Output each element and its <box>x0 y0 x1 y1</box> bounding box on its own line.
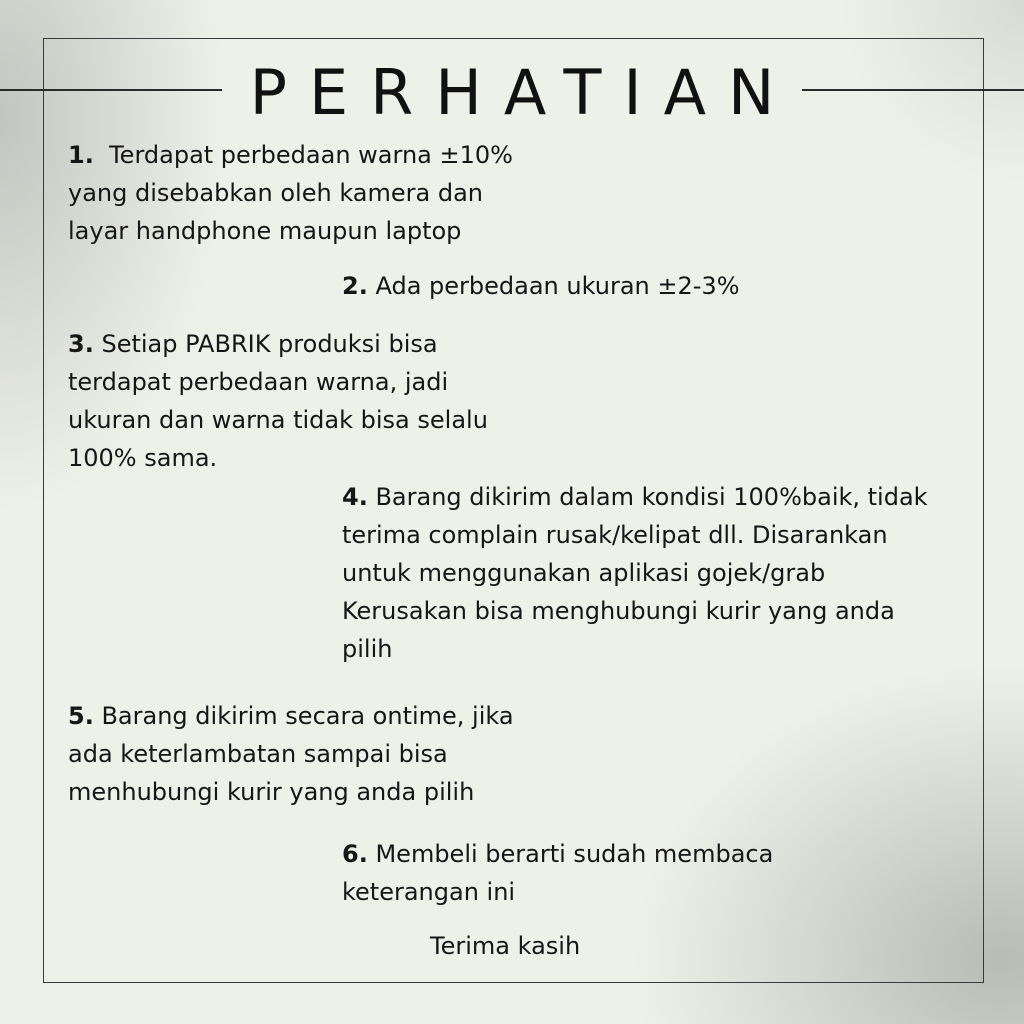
item-line: Terdapat perbedaan warna ±10% <box>109 141 513 169</box>
item-line: yang disebabkan oleh kamera dan <box>68 179 483 207</box>
item-line: 100% sama. <box>68 444 218 472</box>
item-line: untuk menggunakan aplikasi gojek/grab <box>342 559 826 587</box>
notice-item-5 <box>68 697 514 811</box>
item-line: ukuran dan warna tidak bisa selalu <box>68 406 488 434</box>
item-number: 4. <box>342 483 368 511</box>
item-line: keterangan ini <box>342 878 516 906</box>
item-number: 3. <box>68 330 94 358</box>
item-line: ada keterlambatan sampai bisa <box>68 740 448 768</box>
item-number: 6. <box>342 840 368 868</box>
item-line: terdapat perbedaan warna, jadi <box>68 368 449 396</box>
item-number: 5. <box>68 702 94 730</box>
item-line: terima complain rusak/kelipat dll. Disarankan <box>342 521 888 549</box>
item-line: Barang dikirim secara ontime, jika <box>101 702 514 730</box>
item-number: 1. <box>68 141 94 169</box>
item-line: pilih <box>342 635 393 663</box>
item-line: menhubungi kurir yang anda pilih <box>68 778 475 806</box>
notice-item-3 <box>68 325 488 477</box>
title-rule-right <box>802 89 1024 91</box>
page-title: PERHATIAN <box>222 58 802 128</box>
item-line: Barang dikirim dalam kondisi 100%baik, tidak <box>375 483 928 511</box>
notice-item-1 <box>68 136 513 250</box>
item-number: 2. <box>342 272 368 300</box>
notice-item-4 <box>342 478 928 668</box>
title-rule-left <box>0 89 222 91</box>
item-line: Membeli berarti sudah membaca <box>375 840 774 868</box>
item-line: Ada perbedaan ukuran ±2-3% <box>375 272 740 300</box>
notice-item-2 <box>342 267 740 305</box>
notice-item-6 <box>342 835 773 911</box>
closing-text: Terima kasih <box>430 932 581 960</box>
item-line: Setiap PABRIK produksi bisa <box>101 330 438 358</box>
item-line: Kerusakan bisa menghubungi kurir yang anda <box>342 597 895 625</box>
item-line: layar handphone maupun laptop <box>68 217 462 245</box>
